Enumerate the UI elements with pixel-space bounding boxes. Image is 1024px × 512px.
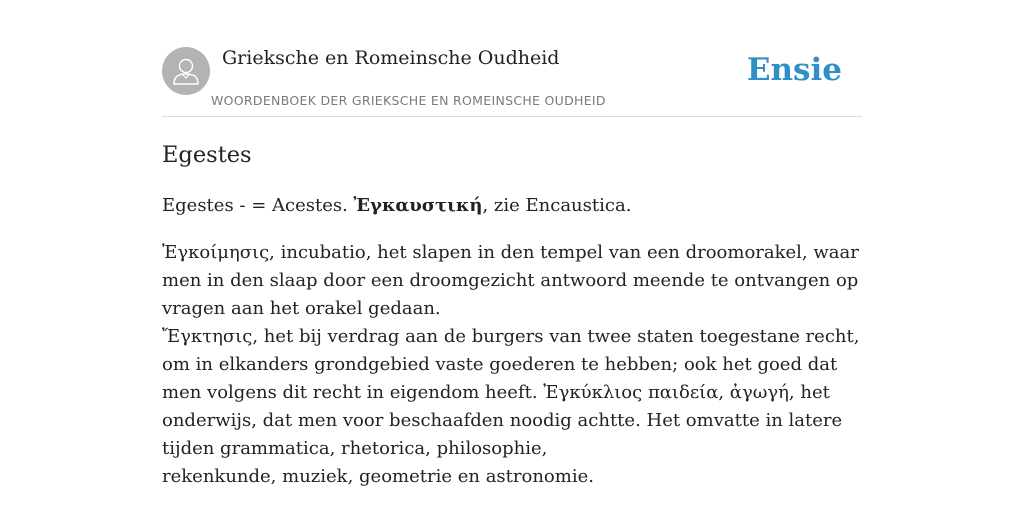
dictionary-title[interactable]: Grieksche en Romeinsche Oudheid bbox=[222, 47, 560, 69]
dictionary-subtitle: WOORDENBOEK DER GRIEKSCHE EN ROMEINSCHE OUDHEID bbox=[211, 93, 606, 108]
entry-text: Egestes - = Acestes. bbox=[162, 195, 354, 216]
user-icon bbox=[162, 47, 210, 95]
entry-headword: Ἐγκαυστική bbox=[353, 195, 483, 216]
page-header bbox=[162, 45, 862, 117]
entry-body bbox=[162, 192, 862, 491]
brand-logo[interactable]: Ensie bbox=[746, 52, 842, 88]
entry-title: Egestes bbox=[162, 142, 252, 168]
entry-text: , zie Encaustica. bbox=[482, 195, 632, 216]
entry-paragraph bbox=[162, 239, 862, 491]
entry-text-line: Ἐγκοίμησις, incubatio, het slapen in den tempel van een droomorakel, waar men in den slaap door een droomgezicht antwoord meende te ontvangen op vragen aan het orakel gedaan. bbox=[162, 242, 859, 319]
entry-text-line: Ἔγκτησις, het bij verdrag aan de burgers van twee staten toegestane recht, om in elkanders grondgebied vaste goederen te hebben; ook het goed dat men volgens dit recht in eigendom heeft. Ἐγκύκλιος παιδεία, ἀγωγή, het onderwijs, dat men voor beschaafden noodig achtte. Het omvatte in latere tijden grammatica, rhetorica, philosophie, bbox=[162, 326, 860, 459]
entry-paragraph bbox=[162, 192, 862, 220]
entry-text-line: rekenkunde, muziek, geometrie en astronomie. bbox=[162, 466, 594, 487]
avatar[interactable] bbox=[162, 47, 210, 95]
